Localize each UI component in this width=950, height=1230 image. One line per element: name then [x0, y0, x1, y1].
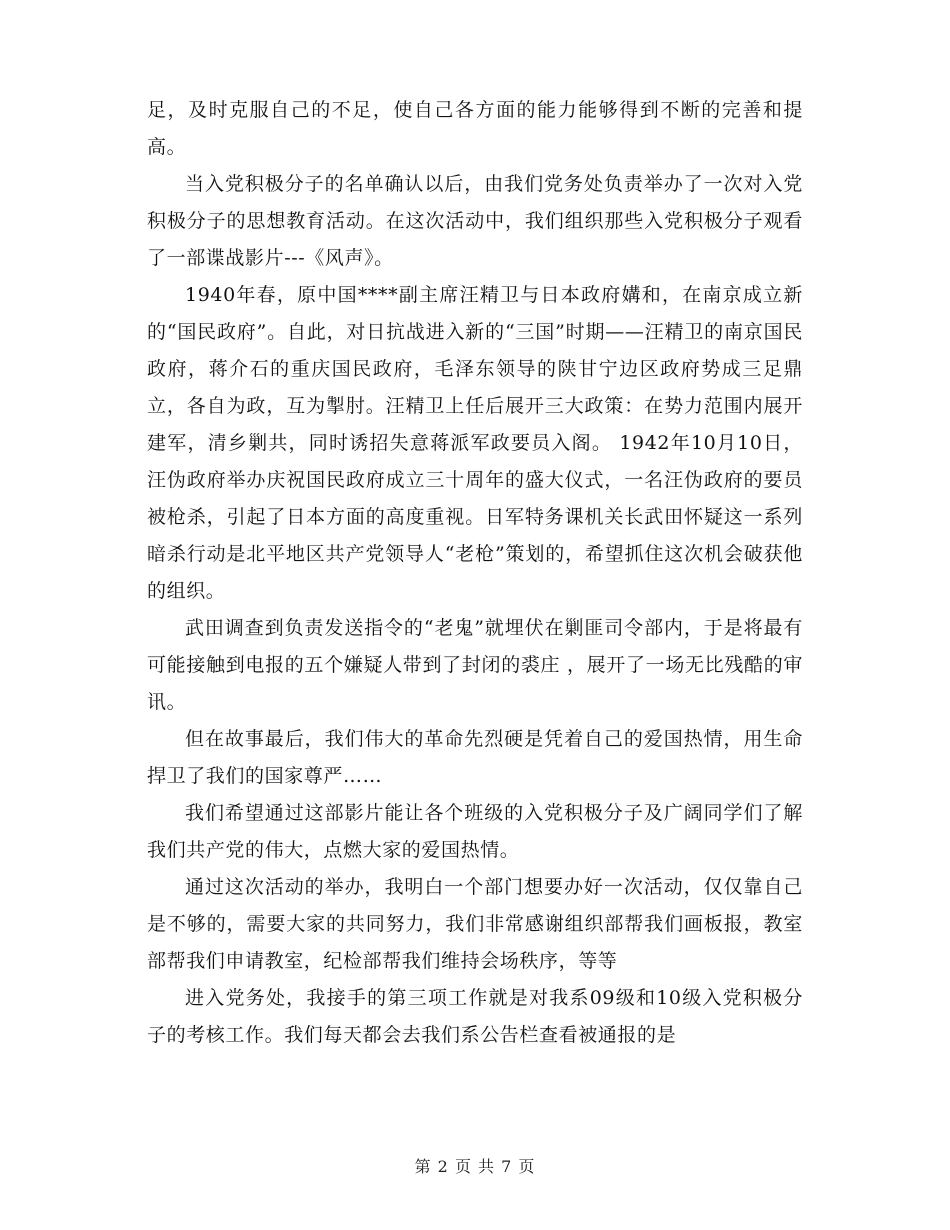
paragraph-continuation: 足，及时克服自己的不足，使自己各方面的能力能够得到不断的完善和提高。	[147, 99, 803, 158]
paragraph-film-background: 1940年春，原中国****副主席汪精卫与日本政府媾和，在南京成立新的“国民政府”。自此，对日抗战进入新的“三国”时期——汪精卫的南京国民政府，蒋介石的重庆国民政府，毛泽东领导的陕甘宁边区政府势成三足鼎立，各自为政，互为掣肘。汪精卫上任后展开三大政策：在势力范围内展开建军，清乡剿共，同时诱招失意蒋派军政要员入阁。 1942年10月10日，汪伪政府举办庆祝国民政府成立三十周年的盛大仪式，一名汪伪政府的要员被枪杀，引起了日本方面的高度重视。日军特务课机关长武田怀疑这一系列暗杀行动是北平地区共产党领导人“老枪”策划的，希望抓住这次机会破获他的组织。	[147, 284, 803, 602]
paragraph-activity-intro: 当入党积极分子的名单确认以后，由我们党务处负责举办了一次对入党积极分子的思想教育活动。在这次活动中，我们组织那些入党积极分子观看了一部谍战影片---《风声》。	[147, 173, 803, 269]
paragraph-film-plot: 武田调查到负责发送指令的“老鬼”就埋伏在剿匪司令部内，于是将最有可能接触到电报的五个嫌疑人带到了封闭的裘庄 ，展开了一场无比残酷的审讯。	[147, 617, 803, 713]
document-body	[147, 92, 803, 1054]
paragraph-reflection: 通过这次活动的举办，我明白一个部门想要办好一次活动，仅仅靠自己是不够的，需要大家的共同努力，我们非常感谢组织部帮我们画板报，教室部帮我们申请教室，纪检部帮我们维持会场秩序，等等	[147, 876, 803, 972]
paragraph-film-ending: 但在故事最后，我们伟大的革命先烈硬是凭着自己的爱国热情，用生命捍卫了我们的国家尊严……	[147, 728, 803, 787]
paragraph-activity-goal: 我们希望通过这部影片能让各个班级的入党积极分子及广阔同学们了解我们共产党的伟大，点燃大家的爱国热情。	[147, 802, 803, 861]
page-number-footer: 第 2 页 共 7 页	[414, 1157, 536, 1176]
paragraph-third-task: 进入党务处，我接手的第三项工作就是对我系09级和10级入党积极分子的考核工作。我们每天都会去我们系公告栏查看被通报的是	[147, 987, 803, 1046]
